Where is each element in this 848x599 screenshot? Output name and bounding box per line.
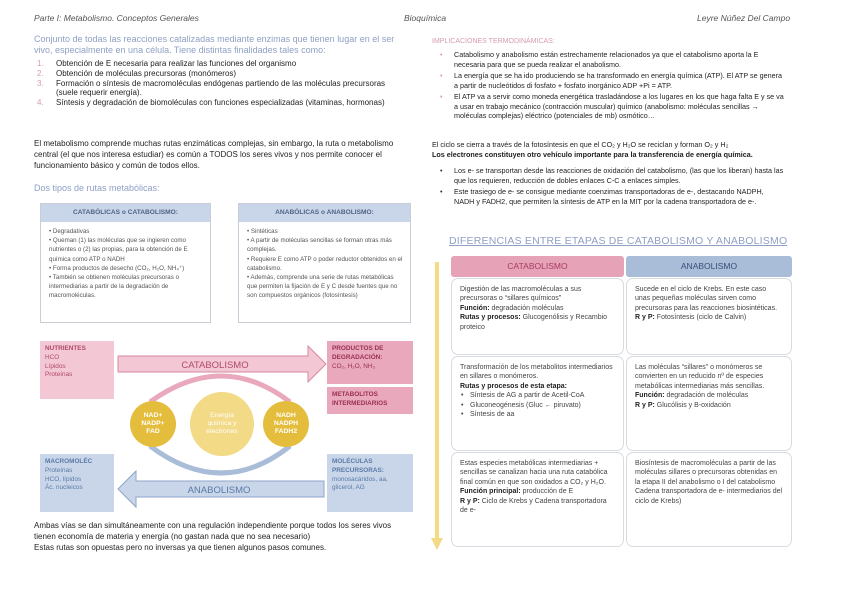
catabolic-box-title: CATABÓLICAS o CATABOLISMO: xyxy=(41,204,210,222)
list-item: • Los e- se transportan desde las reacciones de oxidación del catabolismo, (las que los liberan) hasta las que los requieren, reducción de dobles enlaces C-C a enlaces simples. xyxy=(440,166,785,185)
cell-value: Glucólisis y B-oxidación xyxy=(654,401,731,409)
stage2-anabolism-cell xyxy=(626,356,792,451)
macromolecules-item: HCO, lípidos xyxy=(45,475,82,483)
intro-text: Conjunto de todas las reacciones catalizadas mediante enzimas que tienen lugar en el ser vivo, especialmente en una célula. Tiene distintas finalidades tales como: xyxy=(34,34,395,55)
cell-routes xyxy=(460,313,615,332)
electrons-heading: Los electrones constituyen otro vehículo importante para la transferencia de energía química. xyxy=(432,149,753,159)
coenzyme-label: FAD xyxy=(146,428,160,436)
implications-list xyxy=(440,50,785,123)
stage1-catabolism-cell xyxy=(451,278,624,355)
intermediate-metabolites-box xyxy=(327,387,413,414)
footer-line: Ambas vías se dan simultáneamente con una regulación independiente porque todos los seres vivos tienen economía de materia y energía (no gastan nada que no sea necesario) xyxy=(34,521,392,541)
cell-key: Función principal: xyxy=(460,488,521,496)
list-text: Forma productos de desecho (CO₂, H₂O, NH₄⁺) xyxy=(52,264,185,272)
list-text: Obtención de E necesaria para realizar las funciones del organismo xyxy=(56,59,297,68)
cell-text: Estas especies metabólicas intermediarias + sencillas se canalizan hacia una ruta catabólica final común en que son oxidados a CO₂ y H₂O. xyxy=(460,460,608,486)
stage2-catabolism-cell xyxy=(451,356,624,451)
coenzyme-label: NADPH xyxy=(273,419,299,427)
anabolism-column-header: ANABOLISMO xyxy=(626,256,792,277)
footer-text xyxy=(34,520,406,553)
energy-label: electrones xyxy=(206,428,238,436)
list-item: • Síntesis de AG a partir de Acetil-CoA xyxy=(460,391,615,400)
implications-heading: IMPLICACIONES TERMODINÁMICAS: xyxy=(432,38,555,45)
coenzyme-label: NADP+ xyxy=(141,419,165,427)
precursor-molecules-title: MOLÉCULAS PRECURSORAS: xyxy=(332,458,384,474)
header-center: Bioquímica xyxy=(404,13,447,23)
list-text: Obtención de moléculas precursoras (monómeros) xyxy=(56,68,237,78)
chemical-energy-circle xyxy=(190,392,254,456)
list-text: Formación o síntesis de macromoléculas endógenas partiendo de las moléculas precursoras (suele requerir energía). xyxy=(56,78,386,98)
nutrients-item: Proteínas xyxy=(45,371,73,379)
cell-key: R y P: xyxy=(635,401,655,409)
list-text: Degradativas xyxy=(52,228,90,235)
list-item: • Forma productos de desecho (CO₂, H₂O, NH₄⁺) xyxy=(49,264,185,272)
energy-label: Energía xyxy=(210,411,234,419)
cell-value: Fotosíntesis (ciclo de Calvin) xyxy=(654,314,747,322)
intermediate-metabolites-title: METABOLITOS INTERMEDIARIOS xyxy=(332,391,388,407)
stage1-anabolism-cell xyxy=(626,278,792,355)
list-text: Sintéticas xyxy=(250,228,278,235)
timeline-arrowhead xyxy=(431,538,443,550)
list-item: • Catabolismo y anabolismo están estrechamente relacionados ya que el catabolismo aporta la E necesaria para que se pueda realizar el anabolismo. xyxy=(440,50,785,69)
degradation-products-title: PRODUCTOS DE DEGRADACIÓN: xyxy=(332,345,384,361)
nutrients-item: Lípidos xyxy=(45,362,66,370)
cell-value: degradación de moléculas xyxy=(664,392,749,400)
footer-line: Estas rutas son opuestas pero no inversas ya que tienen algunos pasos comunes. xyxy=(34,543,327,552)
energy-label: química y xyxy=(207,419,237,427)
list-number: 1. xyxy=(37,59,44,68)
list-text: Queman (1) las moléculas que se ingieren como nutrientes o (2) las propias, para la obtención de E química como ATP o NADH xyxy=(49,237,188,263)
stage3-anabolism-cell xyxy=(626,452,792,547)
cycle-line: El ciclo se cierra a través de la fotosíntesis en que el CO₂ y H₂O se reciclan y forman O₂ y H₂ xyxy=(432,140,729,149)
anabolism-arrow-label: ANABOLISMO xyxy=(187,485,251,496)
list-item: • La energía que se ha ido produciendo se ha transformado en energía química (ATP). El ATP se genera a partir de nucleótidos di fosfato + fosfato inorgánico ADP +Pi = ATP. xyxy=(440,71,785,90)
cell-text: Digestión de las macromoléculas a sus precursoras o “sillares químicos” xyxy=(460,286,582,303)
list-item: • Gluconeogénesis (Gluc ← piruvato) xyxy=(460,401,615,410)
cell-routes xyxy=(460,497,615,516)
nutrients-item: HCO xyxy=(45,353,60,361)
macromolecules-box xyxy=(40,454,114,512)
cell-text: Sucede en el ciclo de Krebs. En este caso unas pequeñas moléculas sirven como precursoras para las reacciones biosintéticas. xyxy=(635,286,778,312)
list-number: 3. xyxy=(37,78,44,88)
cell-text: Biosíntesis de macromoléculas a partir de las moléculas sillares o precursoras obtenidas en la etapa II del anabolismo o I del catabolismo Cadena transportadora de e- intermediarios del ciclo de Krebs) xyxy=(635,460,783,505)
cell-function xyxy=(460,487,615,496)
precursor-molecules-sub: monosacáridos, aa, glicerol, AG xyxy=(332,475,388,492)
cell-value: degradación moléculas xyxy=(489,304,564,312)
list-text: Además, comprende una serie de rutas metabólicas que permiten la fijación de E y C desde fuentes que no son compuestos orgánicos (fotosíntesis) xyxy=(247,274,398,300)
list-item: • También se obtienen moléculas precursoras o intermediarias a partir de la degradación de macromoléculas. xyxy=(49,274,180,300)
electrons-list xyxy=(440,166,785,208)
cell-value: Ciclo de Krebs y Cadena transportadora de e- xyxy=(460,497,607,515)
oxidized-coenzymes-circle xyxy=(130,401,176,447)
list-item: • Degradativas xyxy=(49,228,90,235)
catabolism-column-header: CATABOLISMO xyxy=(451,256,624,277)
cell-key: Rutas y procesos de esta etapa: xyxy=(460,382,567,390)
degradation-products-sub: CO₂, H₂O, NH₃ xyxy=(332,362,376,370)
metabolism-paragraph: El metabolismo comprende muchas rutas enzimáticas complejas, sin embargo, la ruta o metabolismo central (el que nos interesa estudiar) es común a TODOS los seres vivos y nos permite conocer el funcionamiento básico y común de todos ellos. xyxy=(34,139,394,170)
degradation-products-box xyxy=(327,341,413,384)
list-item: • Requiere E como ATP o poder reductor obtenidos en el catabolismo. xyxy=(247,255,403,272)
macromolecules-item: Ác. nucleicos xyxy=(45,484,83,492)
list-number: 4. xyxy=(37,98,44,108)
list-item: • Este trasiego de e- se consigue mediante coenzimas transportadoras de e-, destacando NADPH, NADH y FADH2, que permiten la síntesis de ATP en la MIT por la cadena transportadora de e-. xyxy=(440,187,785,206)
list-text: Requiere E como ATP o poder reductor obtenidos en el catabolismo. xyxy=(247,255,403,272)
cell-value: Glucogenólisis y Recambio proteico xyxy=(460,314,608,331)
differences-title: DIFERENCIAS ENTRE ETAPAS DE CATABOLISMO Y ANABOLISMO xyxy=(449,235,788,247)
cell-value: producción de E xyxy=(520,488,574,496)
precursor-molecules-box xyxy=(327,454,413,512)
list-item: • Síntesis de aa xyxy=(460,410,615,419)
header-right: Leyre Núñez Del Campo xyxy=(697,13,791,23)
cell-function xyxy=(460,304,615,313)
list-item: • El ATP va a servir como moneda energética trasladándose a los lugares en los que haga falta E y se va a usar en trabajo mecánico (contracción muscular) químico (anabolismo: moléculas sencillas → moléculas complejas) eléctrico (potenciales de mb) osmótico… xyxy=(440,92,785,121)
list-number: 2. xyxy=(37,68,44,78)
list-text: Síntesis y degradación de biomoléculas con funciones especializadas (vitaminas, hormonas) xyxy=(56,98,385,108)
catabolism-arrow-label: CATABOLISMO xyxy=(181,360,249,371)
stage3-catabolism-cell xyxy=(451,452,624,547)
nutrients-title: NUTRIENTES xyxy=(45,345,86,352)
coenzyme-label: NADH xyxy=(276,411,296,419)
list-item: • Sintéticas xyxy=(247,228,278,235)
macromolecules-title: MACROMOLÉC xyxy=(45,458,93,465)
macromolecules-item: Proteínas xyxy=(45,466,73,474)
cell-key: Rutas y procesos: xyxy=(460,314,521,322)
cell-routes xyxy=(635,313,783,322)
cell-key: R y P: xyxy=(460,497,480,505)
cell-text: Las moléculas “sillares” o monómeros se convierten en un reducido nº de especies metabólicas intermediarias más sencillas. xyxy=(635,364,765,390)
cell-function xyxy=(635,391,783,400)
cell-key: Función: xyxy=(635,392,665,400)
cell-key: R y P: xyxy=(635,314,655,322)
nutrients-box xyxy=(40,341,114,399)
cell-key: Función: xyxy=(460,304,490,312)
cell-text: Transformación de los metabolitos intermediarios en sillares o monómeros. xyxy=(460,364,613,381)
two-types-heading: Dos tipos de rutas metabólicas: xyxy=(34,183,160,193)
coenzyme-label: FADH2 xyxy=(274,428,298,436)
list-item: • Queman (1) las moléculas que se ingieren como nutrientes o (2) las propias, para la obtención de E química como ATP o NADH xyxy=(49,237,188,263)
anabolic-box-title: ANABÓLICAS o ANABOLISMO: xyxy=(239,204,410,222)
list-text: También se obtienen moléculas precursoras o intermediarias a partir de la degradación de macromoléculas. xyxy=(49,274,180,300)
list-item: • Además, comprende una serie de rutas metabólicas que permiten la fijación de E y C desde fuentes que no son compuestos orgánicos (fotosíntesis) xyxy=(247,274,398,300)
header-left: Parte I: Metabolismo. Conceptos Generales xyxy=(34,13,199,23)
list-text: A partir de moléculas sencillas se forman otras más complejas. xyxy=(247,237,392,254)
list-item: • A partir de moléculas sencillas se forman otras más complejas. xyxy=(247,237,392,254)
reduced-coenzymes-circle xyxy=(263,401,309,447)
cycle-paragraph xyxy=(432,140,792,159)
coenzyme-label: NAD+ xyxy=(143,411,163,419)
cell-routes xyxy=(635,401,783,410)
